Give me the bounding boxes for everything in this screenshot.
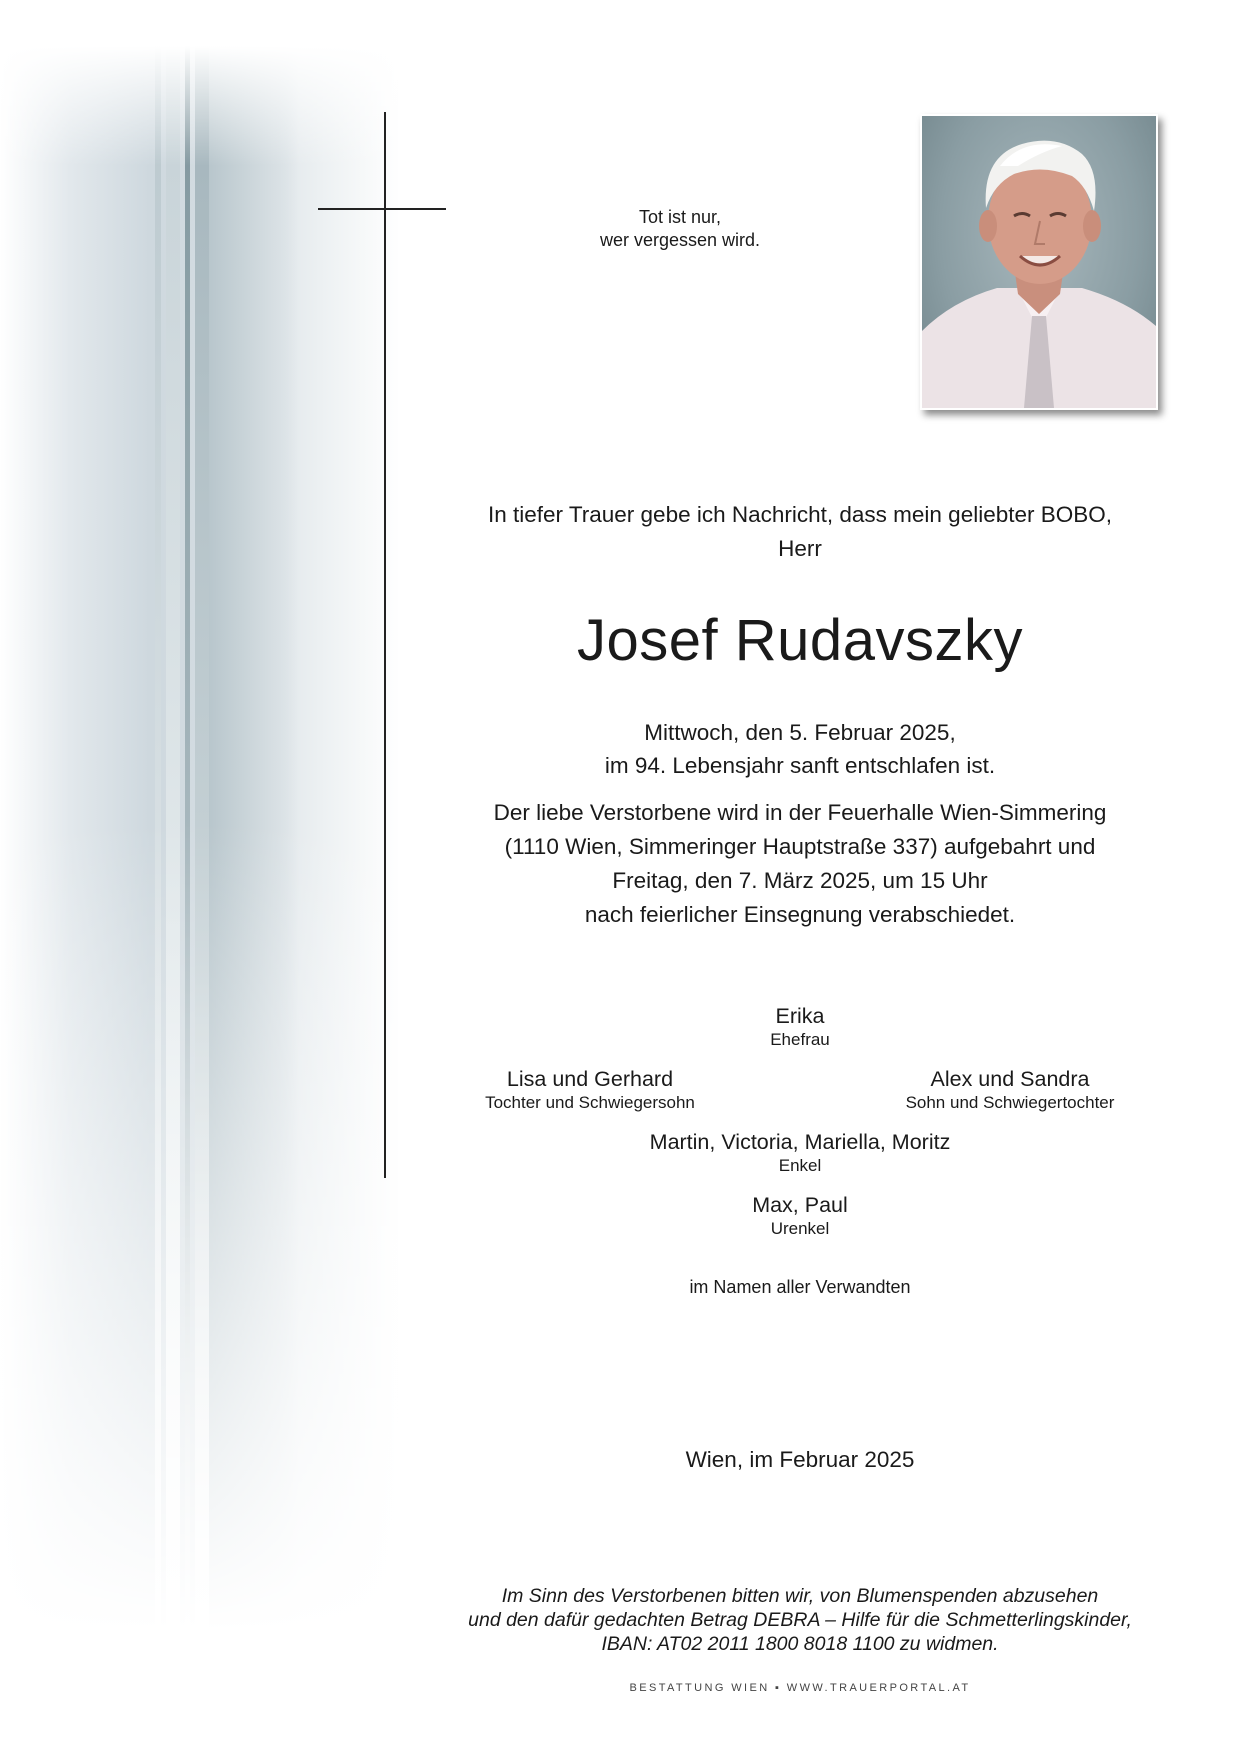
- intro-text: [440, 498, 1160, 566]
- mourner-relation: Sohn und Schwiegertochter: [905, 1093, 1115, 1112]
- motto-line: wer vergessen wird.: [599, 230, 761, 250]
- death-notice-line: Mittwoch, den 5. Februar 2025,: [644, 720, 956, 745]
- mourner-relation: Ehefrau: [770, 1030, 830, 1049]
- death-notice: [440, 716, 1160, 782]
- place-date: Wien, im Februar 2025: [685, 1447, 915, 1472]
- intro-line: Herr: [778, 536, 822, 561]
- mourner-relation: Tochter und Schwiegersohn: [485, 1093, 695, 1112]
- mourner-daughter: [440, 1066, 740, 1114]
- mourner-name: Max, Paul: [752, 1193, 848, 1217]
- decorative-side-band: [0, 46, 400, 1721]
- funeral-line: (1110 Wien, Simmeringer Hauptstraße 337) aufgebahrt und: [504, 834, 1096, 859]
- mourner-name: Lisa und Gerhard: [506, 1067, 674, 1091]
- mourner-grandchildren: [560, 1129, 1040, 1177]
- donation-line: und den dafür gedachten Betrag DEBRA – Hilfe für die Schmetterlingskinder,: [468, 1609, 1132, 1631]
- closing-line: im Namen aller Verwandten: [689, 1277, 911, 1297]
- donation-line: Im Sinn des Verstorbenen bitten wir, von Blumenspenden abzusehen: [501, 1585, 1099, 1607]
- motto: [560, 206, 800, 252]
- mourner-relation: Urenkel: [770, 1219, 830, 1238]
- donation-request: [440, 1584, 1160, 1656]
- intro-line: In tiefer Trauer gebe ich Nachricht, dass mein geliebter BOBO,: [487, 502, 1113, 527]
- mourner-relation: Enkel: [778, 1156, 822, 1175]
- mourner-name: Martin, Victoria, Mariella, Moritz: [649, 1130, 951, 1154]
- mourner-spouse: [600, 1003, 1000, 1051]
- funeral-line: Freitag, den 7. März 2025, um 15 Uhr: [612, 868, 988, 893]
- mourner-great-grandchildren: [600, 1192, 1000, 1240]
- mourner-name: Erika: [775, 1004, 825, 1028]
- portrait-photo: [920, 114, 1158, 410]
- donation-line: IBAN: AT02 2011 1800 8018 1100 zu widmen.: [601, 1633, 999, 1655]
- death-notice-line: im 94. Lebensjahr sanft entschlafen ist.: [604, 753, 996, 778]
- funeral-line: Der liebe Verstorbene wird in der Feuerhalle Wien-Simmering: [493, 800, 1107, 825]
- deceased-name: Josef Rudavszky: [577, 608, 1023, 673]
- portrait-illustration: [922, 116, 1156, 408]
- mourner-son: [870, 1066, 1150, 1114]
- footer-imprint: BESTATTUNG WIEN ▪ WWW.TRAUERPORTAL.AT: [629, 1682, 971, 1694]
- motto-line: Tot ist nur,: [638, 207, 722, 227]
- funeral-details: [440, 796, 1160, 932]
- cross-vertical-bar: [384, 112, 386, 1178]
- mourner-name: Alex und Sandra: [930, 1067, 1090, 1091]
- funeral-line: nach feierlicher Einsegnung verabschiedet.: [584, 902, 1016, 927]
- cross-horizontal-bar: [318, 208, 446, 210]
